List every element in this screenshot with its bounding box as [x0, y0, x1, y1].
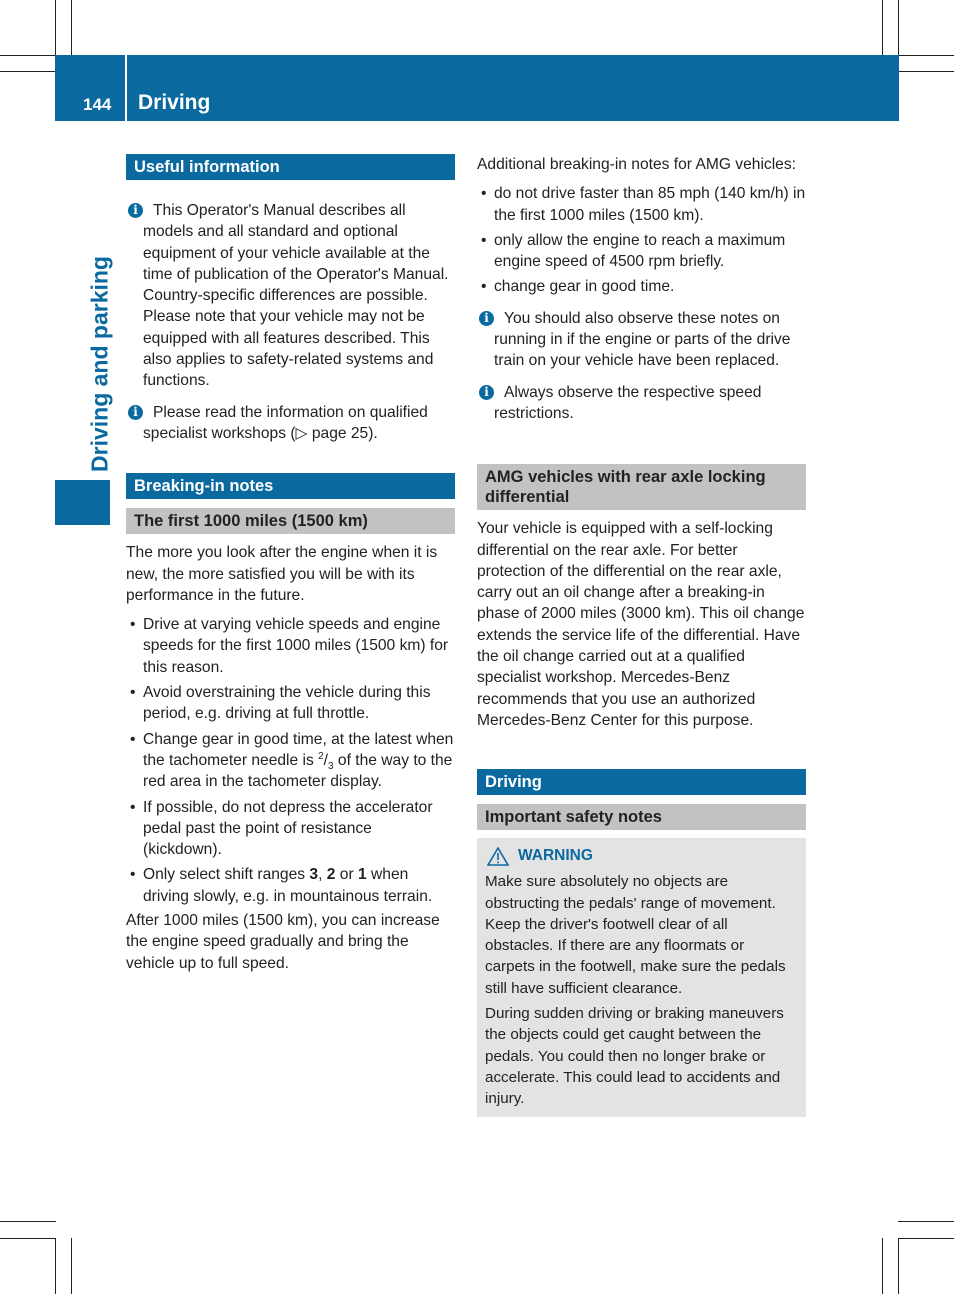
page-header [55, 55, 899, 121]
chapter-title: Driving [138, 91, 211, 114]
page-number: 144 [83, 95, 112, 114]
warning-text: Make sure absolutely no objects are obstructing the pedals' range of movement. Keep the driver's footwell clear of all obstacles. If there are any floormats or carpets in the footwell, make sure the pedals still have sufficient clearance. [485, 873, 786, 997]
first-miles-heading: The first 1000 miles (1500 km) [126, 508, 455, 534]
breaking-in-heading: Breaking-in notes [126, 473, 455, 499]
crop-mark [0, 1221, 56, 1222]
left-column [126, 154, 455, 974]
crop-mark [882, 1238, 883, 1294]
info-note [477, 382, 806, 425]
crop-mark [898, 0, 899, 56]
crop-mark [0, 55, 56, 56]
list-item: • Drive at varying vehicle speeds and engine speeds for the first 1000 miles (1500 km) for this reason. [126, 614, 455, 678]
side-tab-marker [55, 480, 110, 525]
info-text: Always observe the respective speed restrictions. [494, 383, 762, 422]
list-item: • If possible, do not depress the accelerator pedal past the point of resistance (kickdown). [126, 797, 455, 861]
warning-header [485, 844, 798, 868]
info-note [126, 200, 455, 392]
crop-mark [898, 71, 954, 72]
info-note [126, 402, 455, 445]
info-text: This Operator's Manual describes all models and all standard and optional equipment of your vehicle available at the time of publication of the Operator's Manual. Country-specific differences are possible. Please note that your vehicle may not be equipped with all features described. This also applies to safety-related systems and functions. [143, 202, 449, 390]
crop-mark [882, 0, 883, 56]
list-item: • Change gear in good time, at the latest when the tachometer needle is $^2/_3$ of the way to the red area in the tachometer display. [126, 729, 455, 793]
amg-differential-heading: AMG vehicles with rear axle locking differential [477, 464, 806, 510]
crop-mark [0, 71, 56, 72]
amg-list [477, 183, 806, 297]
list-item: • Only select shift ranges 3, 2 or 1 when driving slowly, e.g. in mountainous terrain. [126, 864, 455, 907]
crop-mark [898, 55, 954, 56]
page-reference-link[interactable]: page 25). [307, 424, 378, 442]
info-text: Please read the information on qualified specialist workshops (▷ page 25). [143, 403, 428, 442]
list-item: • Avoid overstraining the vehicle during this period, e.g. driving at full throttle. [126, 682, 455, 725]
info-icon: i [479, 385, 494, 400]
right-column [477, 154, 806, 1117]
warning-triangle-icon [487, 847, 509, 866]
crop-mark [71, 1238, 72, 1294]
info-note [477, 308, 806, 372]
driving-heading: Driving [477, 769, 806, 795]
breaking-in-list [126, 614, 455, 907]
list-item: • only allow the engine to reach a maximum engine speed of 4500 rpm briefly. [477, 230, 806, 273]
crop-mark [0, 1238, 56, 1239]
side-tab-label: Driving and parking [86, 256, 113, 472]
crop-mark [898, 1221, 954, 1222]
warning-text: During sudden driving or braking maneuvers the objects could get caught between the pedals. You could then no longer brake or accelerate. This could lead to accidents and injury. [485, 1005, 784, 1108]
info-icon: i [128, 203, 143, 218]
header-divider [125, 55, 127, 121]
crop-mark [71, 0, 72, 56]
warning-label: WARNING [518, 847, 593, 865]
info-icon: i [479, 311, 494, 326]
warning-box [477, 838, 806, 1116]
page-ref-arrow-icon: ▷ [295, 424, 308, 442]
crop-mark [898, 1238, 954, 1239]
crop-mark [898, 1238, 899, 1294]
after-breaking-in-text: After 1000 miles (1500 km), you can increase the engine speed gradually and bring the vehicle up to full speed. [126, 912, 440, 972]
list-item: • change gear in good time. [477, 276, 806, 297]
info-text: You should also observe these notes on running in if the engine or parts of the drive train on your vehicle have been replaced. [494, 309, 791, 370]
crop-mark [55, 1238, 56, 1294]
list-item: • do not drive faster than 85 mph (140 km/h) in the first 1000 miles (1500 km). [477, 183, 806, 226]
breaking-in-intro: The more you look after the engine when it is new, the more satisfied you will be with its performance in the future. [126, 544, 438, 604]
amg-differential-text: Your vehicle is equipped with a self-locking differential on the rear axle. For better protection of the differential on the rear axle, carry out an oil change after a breaking-in phase of 2000 miles (3000 km). This oil change extends the service life of the differential. Have the oil change carried out at a qualified specialist workshop. Mercedes-Benz recommends that you use an authorized Mercedes-Benz Center for this purpose. [477, 520, 805, 729]
amg-intro: Additional breaking-in notes for AMG vehicles: [477, 156, 796, 173]
info-icon: i [128, 405, 143, 420]
crop-mark [55, 0, 56, 56]
useful-info-heading: Useful information [126, 154, 455, 180]
safety-notes-heading: Important safety notes [477, 804, 806, 830]
